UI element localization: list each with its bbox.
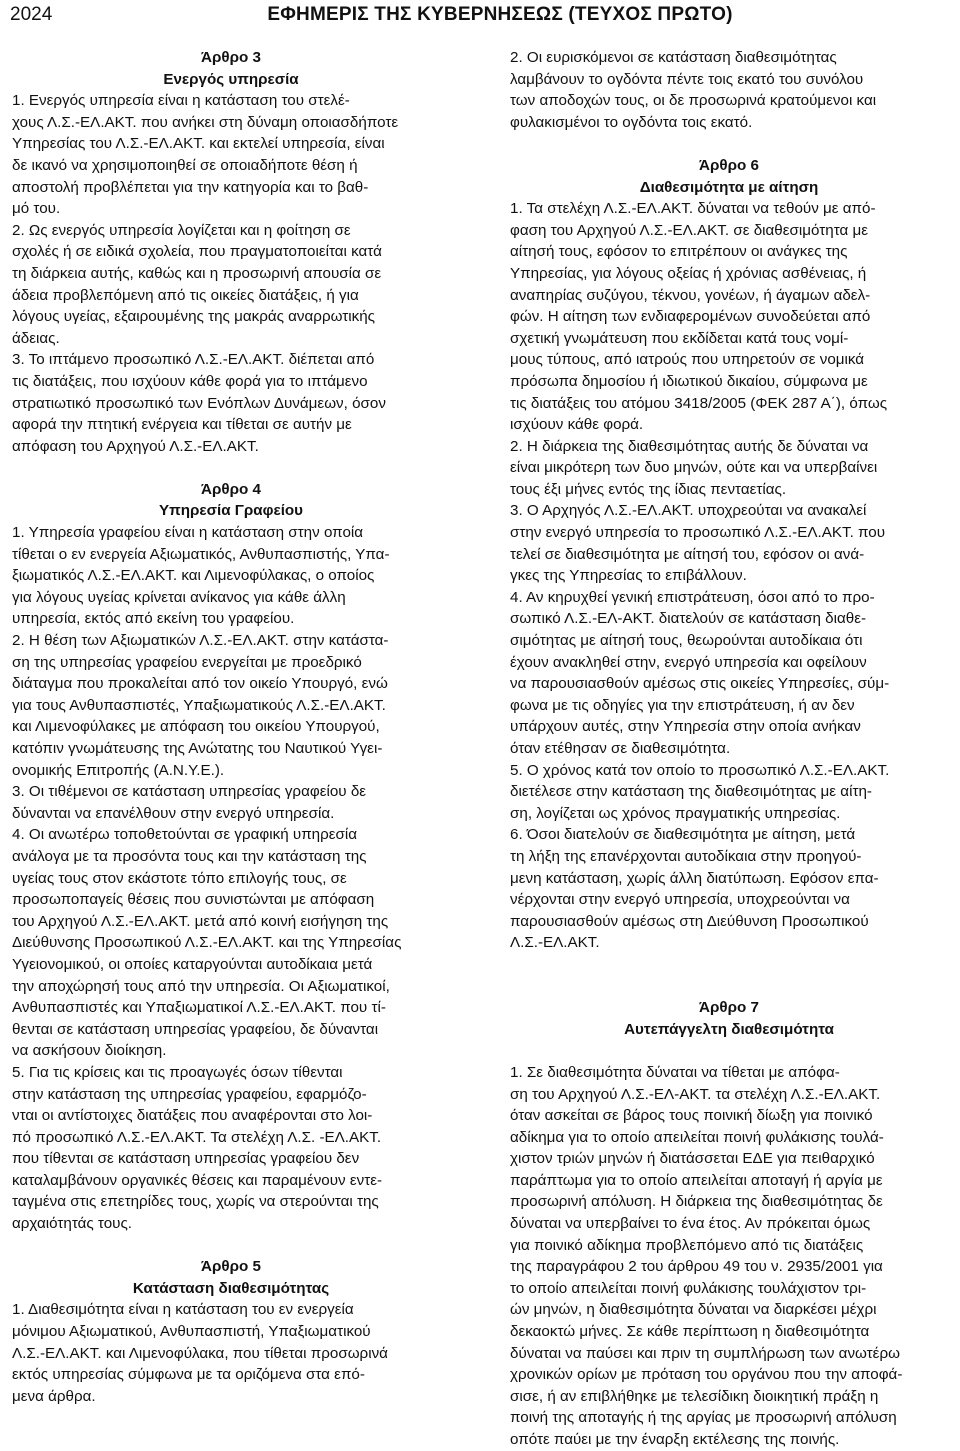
text-line: 1. Ενεργός υπηρεσία είναι η κατάσταση του στελέ- — [12, 92, 350, 110]
article-heading: Υπηρεσία Γραφείου — [158, 502, 304, 520]
text-line: άδειας. — [12, 329, 60, 347]
text-line: Υπηρεσίας, για λόγους οξείας ή χρόνιας ασθένειας, ή — [510, 264, 867, 282]
text-line: 2. Ως ενεργός υπηρεσία λογίζεται και η φοίτηση σε — [12, 221, 351, 239]
text-line: 3. Οι τιθέμενοι σε κατάσταση υπηρεσίας γραφείου δε — [12, 783, 367, 801]
left-column — [12, 47, 450, 1407]
text-line: στρατιωτικό προσωπικό των Ενόπλων Δυνάμεων, όσον — [12, 394, 386, 412]
text-line: 1. Σε διαθεσιμότητα δύναται να τίθεται με απόφα- — [510, 1063, 840, 1081]
text-line: ανάλογα με τα προσόντα τους και την κατάσταση της — [12, 847, 367, 865]
spacer — [12, 457, 450, 479]
text-line: για τους Ανθυπασπιστές, Υπαξιωματικούς Λ.Σ.-ΕΛ.ΑΚΤ. — [12, 696, 386, 714]
text-line: χρονικών ορίων με πρόταση του οργάνου που την αποφά- — [510, 1366, 903, 1384]
spacer — [510, 976, 948, 998]
text-line: για ποινικό αδίκημα προβλεπόμενο από τις διατάξεις — [510, 1236, 864, 1254]
text-line: 5. Ο χρόνος κατά τον οποίο το προσωπικό Λ.Σ.-ΕΛ.ΑΚΤ. — [510, 761, 890, 779]
text-line: νται οι αντίστοιχες διατάξεις που αναφέρονται στο λοι- — [12, 1107, 373, 1125]
text-line: φωνα με τις οδηγίες για την επιστράτευση, ή αν δεν — [510, 696, 855, 714]
text-line: υπάρχουν αυτές, στην Υπηρεσία στην οποία ανήκαν — [510, 718, 861, 736]
text-line: τους έξι μήνες εντός της ίδιας πενταετίας. — [510, 480, 787, 498]
text-line: 4. Οι ανωτέρω τοποθετούνται σε γραφική υπηρεσία — [12, 826, 358, 844]
text-line: είναι μικρότερη των δυο μηνών, ούτε και να υπερβαίνει — [510, 459, 878, 477]
text-line: λαμβάνουν το ογδόντα πέντε τοις εκατό του συνόλου — [510, 70, 864, 88]
article-heading: Διαθεσιμότητα με αίτηση — [639, 178, 819, 196]
text-line: στην ενεργό υπηρεσία το προσωπικό Λ.Σ.-ΕΛ.ΑΚΤ. που — [510, 524, 886, 542]
text-line: 3. Ο Αρχηγός Λ.Σ.-ΕΛ.ΑΚΤ. υποχρεούται να ανακαλεί — [510, 502, 867, 520]
text-line: ών μηνών, η διαθεσιμότητα δύναται να διαρκέσει μέχρι — [510, 1301, 877, 1319]
text-line: 2. Οι ευρισκόμενοι σε κατάσταση διαθεσιμότητας — [510, 49, 837, 66]
text-line: αίτησή τους, εφόσον το επιτρέπουν οι ανάγκες της — [510, 243, 848, 261]
text-line: διετέλεσε στην κατάσταση της διαθεσιμότητας με αίτη- — [510, 783, 872, 801]
text-line: υπηρεσία, εκτός από εκείνη του γραφείου. — [12, 610, 295, 628]
text-line: την αποχώρησή τους από την υπηρεσία. Οι Αξιωματικοί, — [12, 977, 390, 995]
text-line: και Λιμενοφύλακες με απόφαση του οικείου Υπουργού, — [12, 718, 380, 736]
text-line: ποινή της αποταγής ή της αργίας με προσωρινή απόλυση — [510, 1409, 897, 1427]
text-line: να παρουσιασθούν αμέσως στις οικείες Υπηρεσίες, σύμ- — [510, 675, 890, 693]
gazette-title: ΕΦΗΜΕΡΙΣ ΤΗΣ ΚΥΒΕΡΝΗΣΕΩΣ (ΤΕΥΧΟΣ ΠΡΩΤΟ) — [267, 4, 733, 25]
text-line: ση, λογίζεται ως χρόνος πραγματικής υπηρεσίας. — [510, 804, 841, 822]
text-line: σισε, ή αν επιβλήθηκε με τελεσίδικη διοικητική πράξη η — [510, 1387, 879, 1405]
text-line: μενα άρθρα. — [12, 1387, 96, 1405]
text-line: υγείας τους στον εκάστοτε τόπο επιλογής τους, σε — [12, 869, 347, 887]
text-line: οπότε παύει με την έναρξη εκτέλεσης της ποινής. — [510, 1431, 840, 1448]
article-heading: Άρθρο 3 — [201, 49, 261, 66]
text-line: δύναται να υπερβαίνει το ένα έτος. Αν πρόκειται όμως — [510, 1215, 871, 1233]
text-line: μους τύπους, από ιατρούς που υπηρετούν σε νομικά — [510, 351, 865, 369]
text-line: εκτός υπηρεσίας σύμφωνα με τα οριζόμενα στα επό- — [12, 1366, 365, 1384]
text-line: για λόγους υγείας κρίνεται ανίκανος για κάθε άλλη — [12, 588, 346, 606]
text-line: τελεί σε διαθεσιμότητα με αίτησή του, εφόσον οι ανά- — [510, 545, 865, 563]
text-line: 2. Η θέση των Αξιωματικών Λ.Σ.-ΕΛ.ΑΚΤ. στην κατάστα- — [12, 632, 389, 650]
text-line: 1. Τα στελέχη Λ.Σ.-ΕΛ.ΑΚΤ. δύναται να τεθούν με από- — [510, 200, 876, 218]
text-line: 5. Για τις κρίσεις και τις προαγωγές όσων τίθενται — [12, 1063, 343, 1081]
spacer — [510, 1040, 948, 1062]
text-line: σχολές ή σε ειδικά σχολεία, που πραγματοποιείται κατά — [12, 243, 382, 261]
text-line: της παραγράφου 2 του άρθρου 49 του ν. 2935/2001 για — [510, 1258, 883, 1276]
text-line: Λ.Σ.-ΕΛ.ΑΚΤ. — [510, 934, 600, 952]
text-line: απόφαση του Αρχηγού Λ.Σ.-ΕΛ.ΑΚΤ. — [12, 437, 259, 455]
text-line: τίθεται ο εν ενεργεία Αξιωματικός, Ανθυπασπιστής, Υπα- — [12, 545, 390, 563]
article-heading: Άρθρο 4 — [201, 480, 261, 498]
text-line: Λ.Σ.-ΕΛ.ΑΚΤ. και Λιμενοφύλακα, που τίθεται προσωρινά — [12, 1344, 388, 1362]
text-line: παρουσιασθούν αμέσως στη Διεύθυνση Προσωπικού — [510, 912, 869, 930]
page-number: 2024 — [10, 4, 53, 25]
text-line: τη λήξη της επανέρχονται αυτοδίκαια στην προηγού- — [510, 847, 862, 865]
text-line: ισχύουν κάθε φορά. — [510, 416, 644, 434]
text-line: καταλαμβάνουν οργανικές θέσεις και παραμένουν εντε- — [12, 1171, 383, 1189]
text-line: αρχαιότητάς τους. — [12, 1215, 132, 1233]
article-heading: Κατάσταση διαθεσιμότητας — [132, 1279, 330, 1297]
text-line: που τίθενται σε κατάσταση υπηρεσίας γραφείου δεν — [12, 1150, 360, 1168]
spacer — [510, 133, 948, 155]
text-line: σωπικό Λ.Σ.-ΕΛ-ΑΚΤ. διατελούν σε κατάσταση διαθε- — [510, 610, 867, 628]
text-line: φών. Η αίτηση των ενδιαφερομένων συνοδεύεται από — [510, 308, 871, 326]
text-line: Υπηρεσίας του Λ.Σ.-ΕΛ.ΑΚΤ. και εκτελεί υπηρεσία, είναι — [12, 135, 385, 153]
text-line: προσωποπαγείς θέσεις που συνιστώνται με απόφαση — [12, 891, 375, 909]
text-line: γκες της Υπηρεσίας το επιβάλλουν. — [510, 567, 747, 585]
text-line: τις διατάξεις του ατόμου 3418/2005 (ΦΕΚ 287 Α΄), όπως — [510, 394, 888, 412]
article-heading: Άρθρο 5 — [201, 1258, 261, 1276]
spacer — [510, 954, 948, 976]
article-heading: Ενεργός υπηρεσία — [163, 70, 299, 88]
text-line: ονομικής Επιτροπής (Α.Ν.Υ.Ε.). — [12, 761, 225, 779]
text-line: νέρχονται στην ενεργό υπηρεσία, υποχρεούνται να — [510, 891, 850, 909]
text-line: σιμότητας με αίτησή τους, θεωρούνται αυτοδίκαια ότι — [510, 632, 863, 650]
text-line: έχουν ανακληθεί στην, ενεργό υπηρεσία και οφείλουν — [510, 653, 867, 671]
text-line: αποστολή προβλέπεται για την κατηγορία και το βαθ- — [12, 178, 369, 196]
article-heading: Άρθρο 6 — [699, 156, 759, 174]
text-line: στην κατάσταση της υπηρεσίας γραφείου, εφαρμόζο- — [12, 1085, 367, 1103]
text-line: μενη κατάσταση, χωρίς άλλη διατύπωση. Εφόσον επα- — [510, 869, 879, 887]
text-line: 3. Το ιπτάμενο προσωπικό Λ.Σ.-ΕΛ.ΑΚΤ. διέπεται από — [12, 351, 375, 369]
text-line: χους Λ.Σ.-ΕΛ.ΑΚΤ. που ανήκει στη δύναμη οποιασδήποτε — [12, 113, 399, 131]
text-line: προσωρινή απόλυση. Η διάρκεια της διαθεσιμότητας δε — [510, 1193, 883, 1211]
text-line: ταγμένα στις επετηρίδες τους, χωρίς να στερούνται της — [12, 1193, 379, 1211]
text-line: το οποίο απειλείται ποινή φυλάκισης τουλάχιστον τρι- — [510, 1279, 867, 1297]
text-line: δύνανται να επανέλθουν στην ενεργό υπηρεσία. — [12, 804, 335, 822]
text-line: Ανθυπασπιστές και Υπαξιωματικοί Λ.Σ.-ΕΛ.ΑΚΤ. που τί- — [12, 999, 386, 1017]
article-heading: Αυτεπάγγελτη διαθεσιμότητα — [624, 1020, 834, 1038]
text-line: μόνιμου Αξιωματικού, Ανθυπασπιστή, Υπαξιωματικού — [12, 1323, 371, 1341]
text-line: του Αρχηγού Λ.Σ.-ΕΛ.ΑΚΤ. μετά από κοινή εισήγηση της — [12, 912, 389, 930]
text-line: αδίκημα για το οποίο απειλείται ποινή φυλάκισης τουλά- — [510, 1128, 884, 1146]
text-line: χιστον τριών μηνών ή διατάσσεται ΕΔΕ για πειθαρχικό — [510, 1150, 875, 1168]
text-line: παράπτωμα για το οποίο απειλείται αποταγή ή αργία με — [510, 1171, 883, 1189]
text-line: ση του Αρχηγού Λ.Σ.-ΕΛ-ΑΚΤ. τα στελέχη Λ.Σ.-ΕΛ.ΑΚΤ. — [510, 1085, 881, 1103]
text-line: πό προσωπικό Λ.Σ.-ΕΛ.ΑΚΤ. Τα στελέχη Λ.Σ. -ΕΛ.ΑΚΤ. — [12, 1128, 382, 1146]
text-line: τη διάρκεια αυτής, καθώς και η προσωρινή απουσία σε — [12, 264, 382, 282]
text-line: αναπηρίας συζύγου, τέκνου, γονέων, ή άγαμων αδελ- — [510, 286, 871, 304]
page-header — [10, 2, 950, 28]
text-line: διάταγμα που προκαλείται από τον οικείο Υπουργό, ενώ — [12, 675, 388, 693]
text-line: να ασκήσουν διοίκηση. — [12, 1042, 167, 1060]
text-line: κατόπιν γνωμάτευσης της Ανώτατης του Ναυτικού Υγει- — [12, 740, 383, 757]
text-line: αφορά την πτητική ενέργεια και τίθεται σε αυτήν με — [12, 416, 352, 434]
text-line: 1. Υπηρεσία γραφείου είναι η κατάσταση στην οποία — [12, 524, 364, 542]
text-line: ξιωματικός Λ.Σ.-ΕΛ.ΑΚΤ. και Λιμενοφύλακας, ο οποίος — [12, 567, 375, 585]
text-line: μό του. — [12, 200, 61, 218]
text-line: δε ικανό να χρησιμοποιηθεί σε οποιαδήποτε θέση ή — [12, 156, 358, 174]
text-line: 1. Διαθεσιμότητα είναι η κατάσταση του εν ενεργεία — [12, 1301, 354, 1319]
text-line: Διεύθυνσης Προσωπικού Λ.Σ.-ΕΛ.ΑΚΤ. και της Υπηρεσίας — [12, 934, 402, 952]
text-line: φαση του Αρχηγού Λ.Σ.-ΕΛ.ΑΚΤ. σε διαθεσιμότητα με — [510, 221, 869, 239]
text-line: άδεια προβλεπόμενη από τις οικείες διατάξεις, ή για — [12, 286, 359, 304]
text-line: πρόσωπα δημοσίου ή ιδιωτικού δικαίου, σύμφωνα με — [510, 372, 868, 390]
text-line: 4. Αν κηρυχθεί γενική επιστράτευση, όσοι από το προ- — [510, 588, 875, 606]
article-heading: Άρθρο 7 — [699, 999, 759, 1017]
text-line: δεκαοκτώ μήνες. Σε κάθε περίπτωση η διαθεσιμότητα — [510, 1323, 870, 1341]
right-column — [510, 47, 948, 1451]
text-line: σχετική γνωμάτευση που εκδίδεται κατά τους νομί- — [510, 329, 849, 347]
text-line: 6. Όσοι διατελούν σε διαθεσιμότητα με αίτηση, μετά — [510, 826, 856, 844]
spacer — [12, 1235, 450, 1257]
text-line: όταν ετέθησαν σε διαθεσιμότητα. — [510, 740, 731, 757]
text-line: των αποδοχών τους, οι δε προσωρινά κρατούμενοι και — [510, 92, 877, 110]
text-line: λόγους υγείας, εξαιρουμένης της μακράς αναρρωτικής — [12, 308, 375, 326]
text-line: φυλακισμένοι το ογδόντα τοις εκατό. — [510, 113, 753, 131]
text-line: Υγειονομικού, οι οποίες καταργούνται αυτοδίκαια μετά — [12, 955, 373, 973]
text-line: θενται σε κατάσταση υπηρεσίας γραφείου, δε δύνανται — [12, 1020, 379, 1038]
text-line: όταν ασκείται σε βάρος τους ποινική δίωξη για ποινικό — [510, 1107, 873, 1125]
text-line: 2. Η διάρκεια της διαθεσιμότητας αυτής δε δύναται να — [510, 437, 869, 455]
text-line: ση της υπηρεσίας γραφείου ενεργείται με προεδρικό — [12, 653, 362, 671]
text-line: δύναται να παύσει και πριν τη συμπλήρωση των ανωτέρω — [510, 1344, 900, 1362]
text-line: τις διατάξεις, που ισχύουν κάθε φορά για το ιπτάμενο — [12, 372, 368, 390]
